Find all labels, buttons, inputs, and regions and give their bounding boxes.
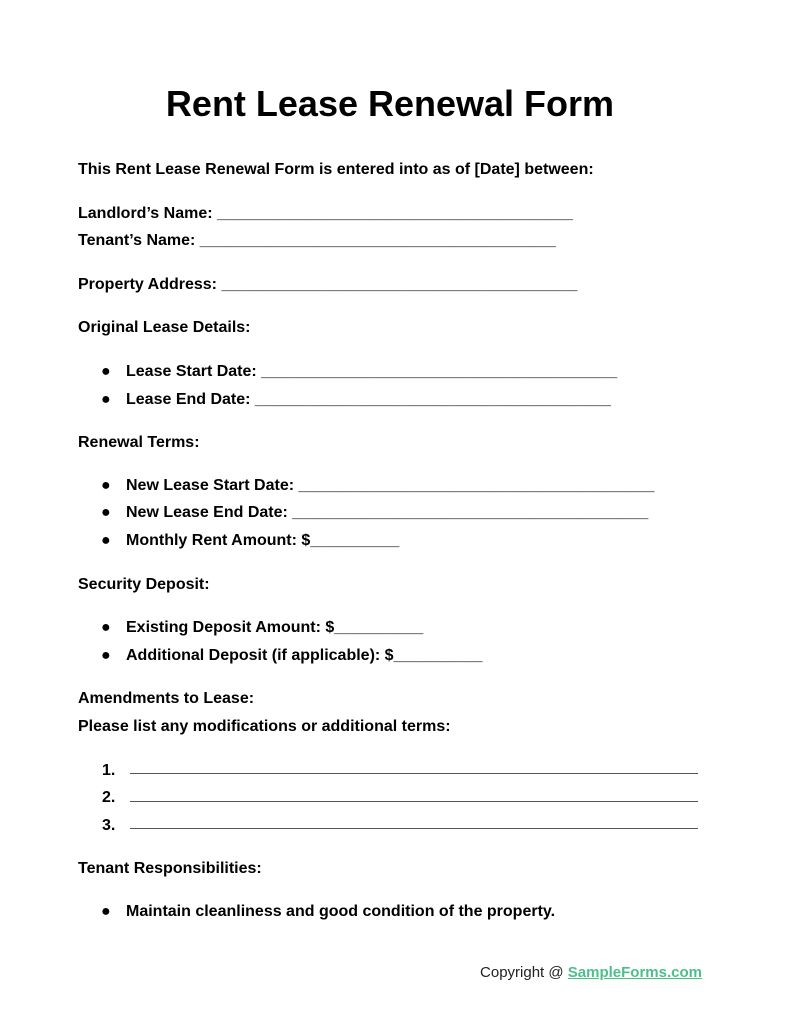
bullet-icon: ● bbox=[101, 647, 111, 664]
lease-start-date-field: Lease Start Date: ________________________________________ bbox=[126, 363, 618, 380]
existing-deposit-field: Existing Deposit Amount: $__________ bbox=[126, 619, 424, 636]
intro-text: This Rent Lease Renewal Form is entered into as of [Date] between: bbox=[78, 161, 594, 178]
new-lease-start-date-field: New Lease Start Date: ________________________________________ bbox=[126, 477, 655, 494]
bullet-icon: ● bbox=[101, 363, 111, 380]
amendment-line bbox=[130, 801, 698, 802]
amendment-line bbox=[130, 828, 698, 829]
amendment-number: 3. bbox=[102, 817, 116, 834]
additional-deposit-field: Additional Deposit (if applicable): $__________ bbox=[126, 647, 483, 664]
bullet-icon: ● bbox=[101, 391, 111, 408]
copyright-footer bbox=[480, 963, 702, 983]
original-lease-heading: Original Lease Details: bbox=[78, 319, 251, 336]
lease-end-date-field: Lease End Date: ________________________________________ bbox=[126, 391, 611, 408]
bullet-icon: ● bbox=[101, 532, 111, 549]
monthly-rent-field: Monthly Rent Amount: $__________ bbox=[126, 532, 400, 549]
amendment-number: 2. bbox=[102, 789, 116, 806]
amendments-heading: Amendments to Lease: bbox=[78, 690, 255, 707]
security-deposit-heading: Security Deposit: bbox=[78, 576, 210, 593]
tenant-name-field: Tenant’s Name: ________________________________________ bbox=[78, 232, 556, 249]
amendment-number: 1. bbox=[102, 762, 116, 779]
responsibility-item: Maintain cleanliness and good condition of the property. bbox=[126, 903, 556, 920]
amendment-line bbox=[130, 773, 698, 774]
amendments-instruction: Please list any modifications or additional terms: bbox=[78, 718, 451, 735]
bullet-icon: ● bbox=[101, 477, 111, 494]
renewal-terms-heading: Renewal Terms: bbox=[78, 434, 200, 451]
sampleforms-link[interactable]: SampleForms.com bbox=[567, 964, 702, 981]
page-title: Rent Lease Renewal Form bbox=[165, 83, 615, 124]
copyright-prefix: Copyright @ bbox=[480, 964, 568, 981]
bullet-icon: ● bbox=[101, 504, 111, 521]
tenant-responsibilities-heading: Tenant Responsibilities: bbox=[78, 860, 262, 877]
new-lease-end-date-field: New Lease End Date: ________________________________________ bbox=[126, 504, 649, 521]
bullet-icon: ● bbox=[101, 903, 111, 920]
bullet-icon: ● bbox=[101, 619, 111, 636]
landlord-name-field: Landlord’s Name: ________________________________________ bbox=[78, 205, 573, 222]
property-address-field: Property Address: ________________________________________ bbox=[78, 276, 578, 293]
